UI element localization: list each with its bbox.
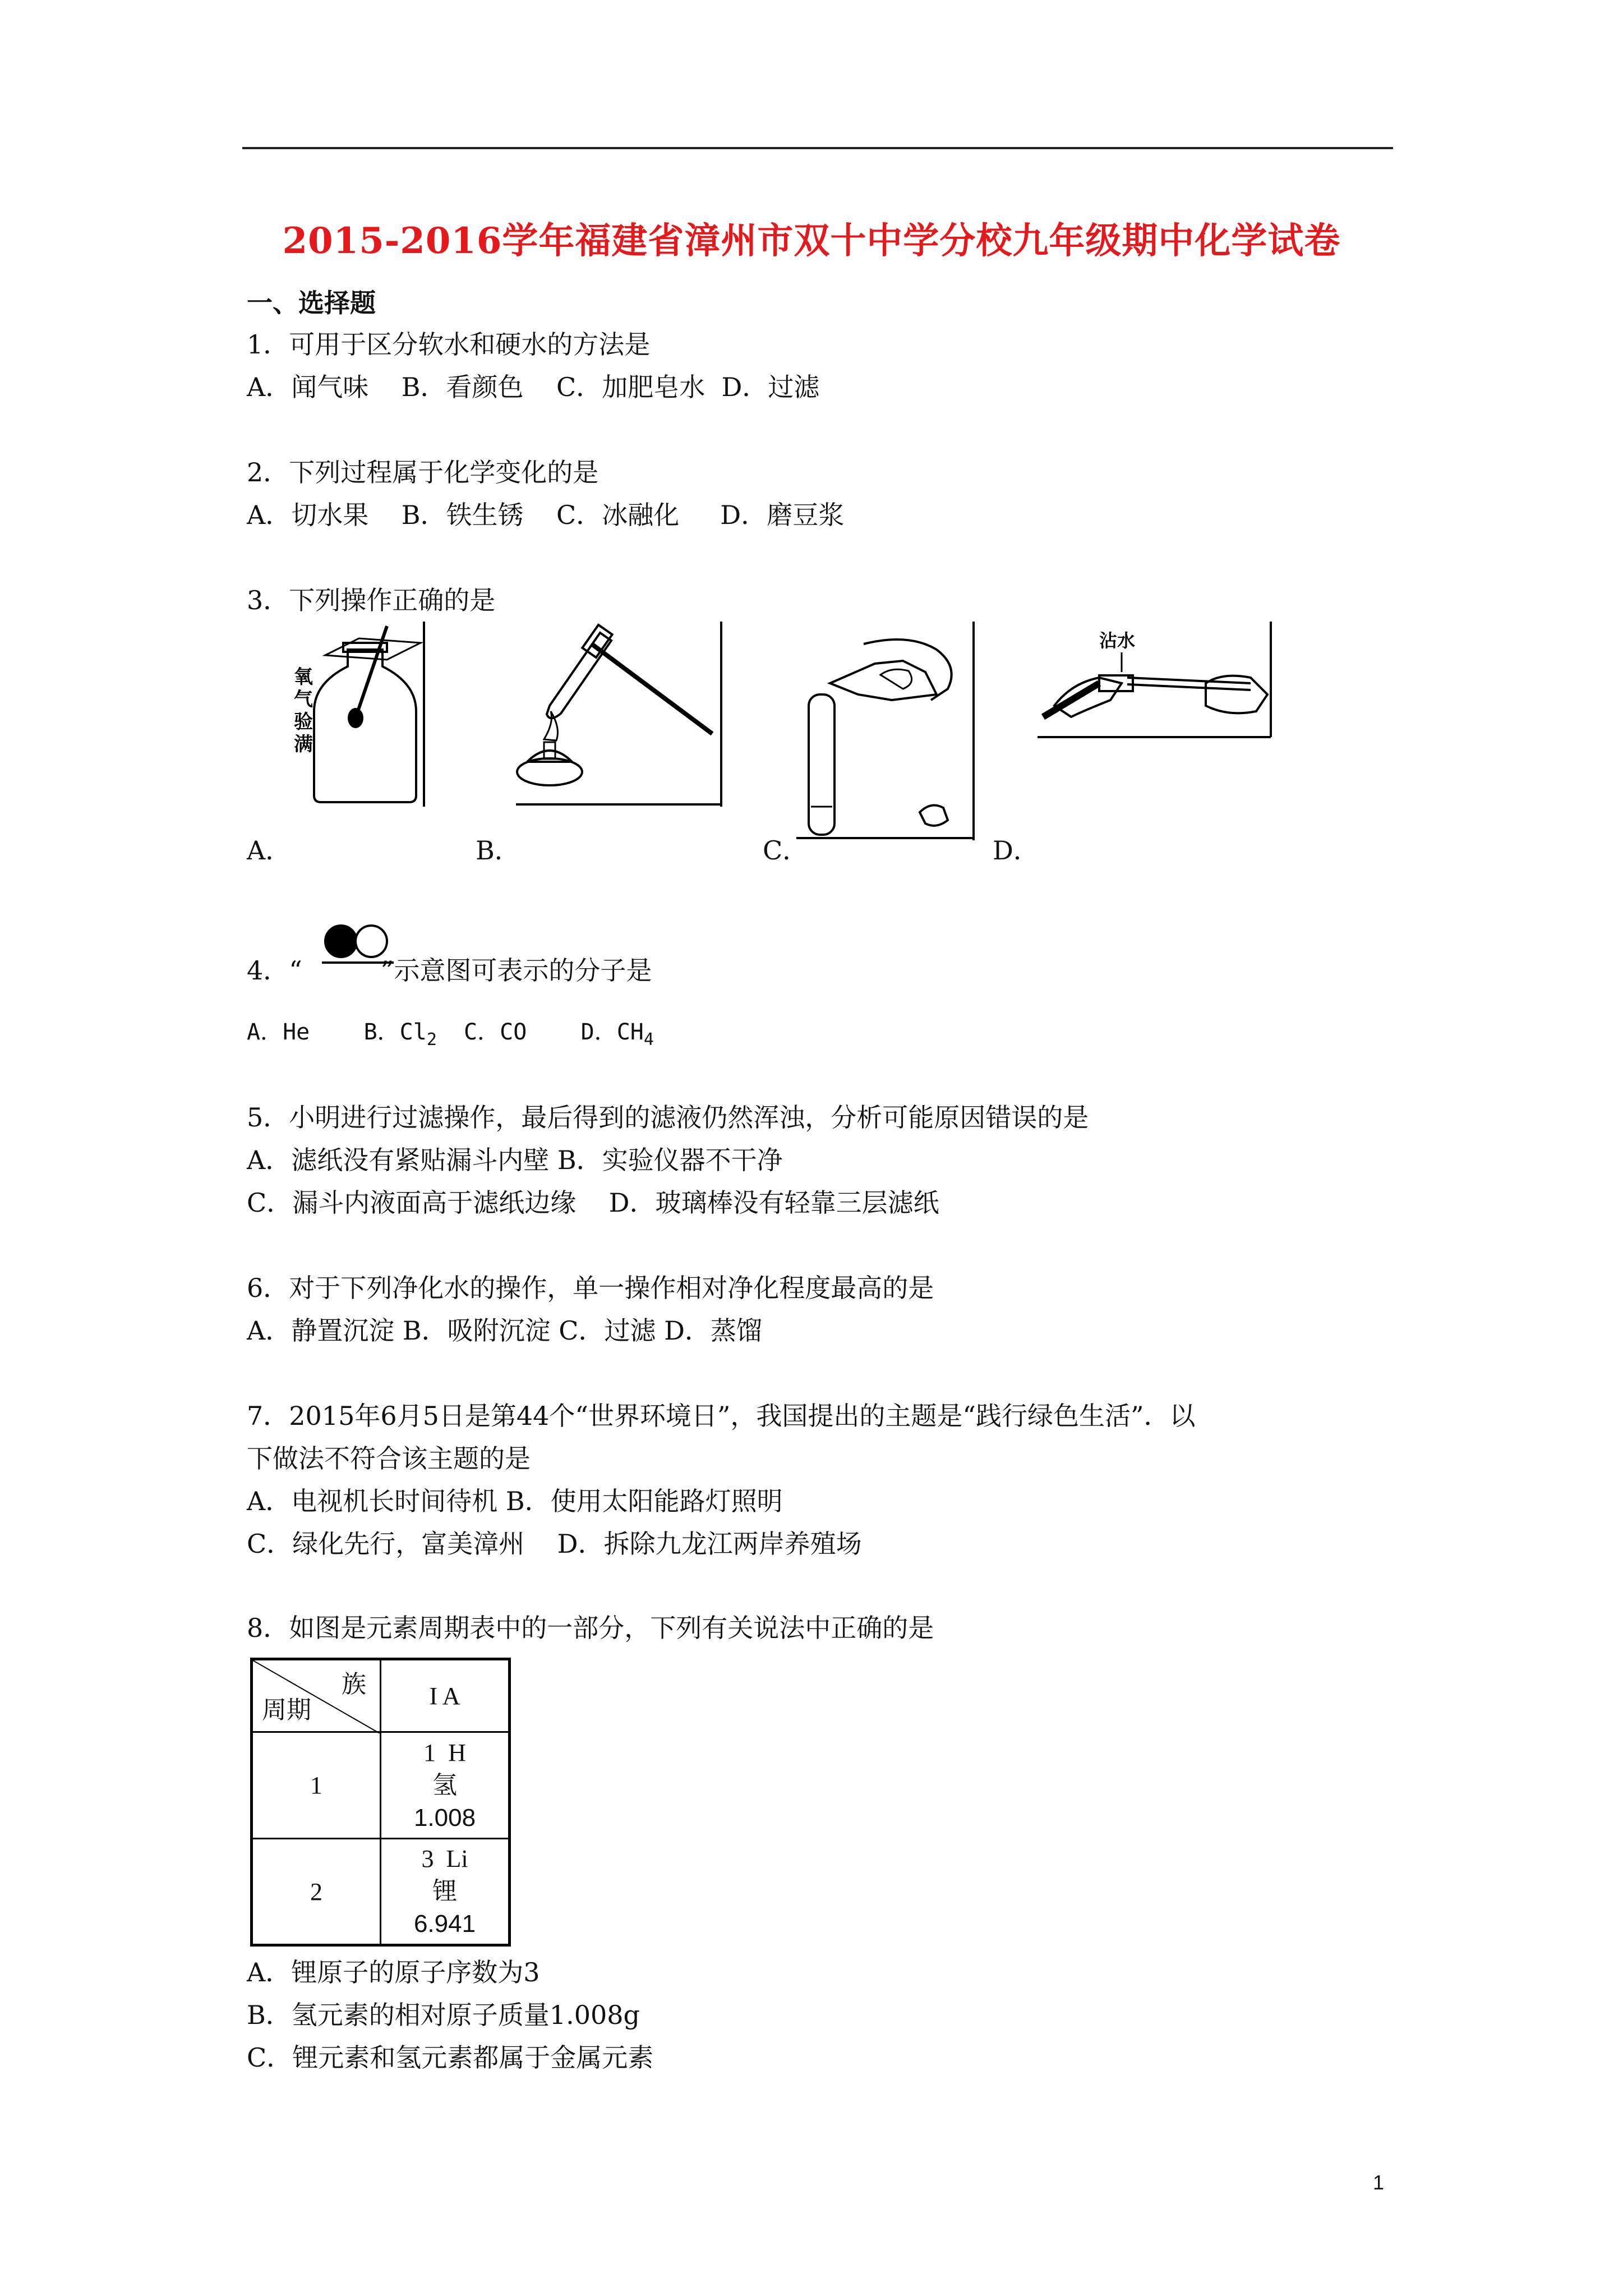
page-title: 2015-2016学年福建省漳州市双十中学分校九年级期中化学试卷 <box>282 220 1341 262</box>
q3-figure-d <box>1038 622 1273 739</box>
q4-prefix: 4．“ <box>247 955 302 986</box>
question-7-line-1: 7．2015年6月5日是第44个“世界环境日”，我国提出的主题是“践行绿色生活”．以 <box>247 1401 1196 1431</box>
q3-option-d: D． <box>993 835 1039 866</box>
hydrogen-number-symbol: 1 H <box>423 1738 466 1766</box>
question-3: 3．下列操作正确的是 <box>247 585 496 615</box>
question-1-options: A．闻气味 B．看颜色 C．加肥皂水 D．过滤 <box>247 372 820 402</box>
question-4 <box>247 954 652 987</box>
q3-option-b: B． <box>476 835 520 866</box>
lithium-number-symbol: 3 Li <box>421 1845 468 1872</box>
question-5-options-ab: A．滤纸没有紧贴漏斗内壁 B．实验仪器不干净 <box>247 1145 783 1175</box>
question-7-line-2: 下做法不符合该主题的是 <box>247 1443 531 1474</box>
question-2: 2．下列过程属于化学变化的是 <box>247 457 599 487</box>
question-7-options-cd: C．绿化先行，富美漳州 D．拆除九龙江两岸养殖场 <box>247 1529 862 1559</box>
hydrogen-name: 氢 <box>432 1770 457 1800</box>
q4-molecule-diagram <box>319 919 397 965</box>
header-group-label: 族 <box>342 1670 366 1699</box>
question-4-options: A．He B．$Cl_2$ C．CO D．$CH_4$ <box>247 1019 654 1050</box>
question-6: 6．对于下列净化水的操作，单一操作相对净化程度最高的是 <box>247 1273 934 1303</box>
question-1: 1．可用于区分软水和硬水的方法是 <box>247 329 651 360</box>
question-8-option-b: B．氢元素的相对原子质量1.008g <box>247 2000 640 2030</box>
lithium-mass: 6.941 <box>413 1910 476 1938</box>
q4-suffix: ”示意图可表示的分子是 <box>380 955 652 986</box>
element-cell-lithium <box>381 1839 510 1945</box>
period-1-label: 1 <box>252 1732 381 1839</box>
question-8-option-a: A．锂原子的原子序数为3 <box>247 1957 540 1987</box>
q3-figure-c <box>796 622 976 840</box>
element-cell-hydrogen <box>381 1732 510 1839</box>
q3-figure-b <box>516 622 723 807</box>
page-number: 1 <box>1373 2171 1385 2194</box>
q3-a-oxygen-text: 氧气验满 <box>294 666 313 756</box>
question-8: 8．如图是元素周期表中的一部分，下列有关说法中正确的是 <box>247 1613 934 1643</box>
header-rule <box>242 147 1393 149</box>
question-7-options-ab: A．电视机长时间待机 B．使用太阳能路灯照明 <box>247 1486 783 1516</box>
question-2-options: A．切水果 B．铁生锈 C．冰融化 D．磨豆浆 <box>247 500 845 530</box>
period-2-label: 2 <box>252 1839 381 1945</box>
lithium-name: 锂 <box>432 1877 457 1906</box>
table-corner-header <box>252 1659 381 1732</box>
header-group-1a: I A <box>381 1659 510 1732</box>
question-6-options: A．静置沉淀 B．吸附沉淀 C．过滤 D．蒸馏 <box>247 1315 762 1346</box>
q3-d-water-text: 沾水 <box>1099 630 1136 651</box>
q3-figure-a <box>292 622 426 807</box>
question-8-option-c: C．锂元素和氢元素都属于金属元素 <box>247 2042 654 2073</box>
header-period-label: 周期 <box>262 1696 311 1724</box>
periodic-table-excerpt <box>250 1658 511 1947</box>
question-5-options-cd: C．漏斗内液面高于滤纸边缘 D．玻璃棒没有轻靠三层滤纸 <box>247 1188 939 1218</box>
hydrogen-mass: 1.008 <box>413 1803 476 1832</box>
q3-option-a: A． <box>247 835 292 866</box>
question-5: 5．小明进行过滤操作，最后得到的滤液仍然浑浊，分析可能原因错误的是 <box>247 1102 1089 1133</box>
q3-option-c: C． <box>763 835 809 866</box>
section-heading: 一、选择题 <box>247 288 376 318</box>
